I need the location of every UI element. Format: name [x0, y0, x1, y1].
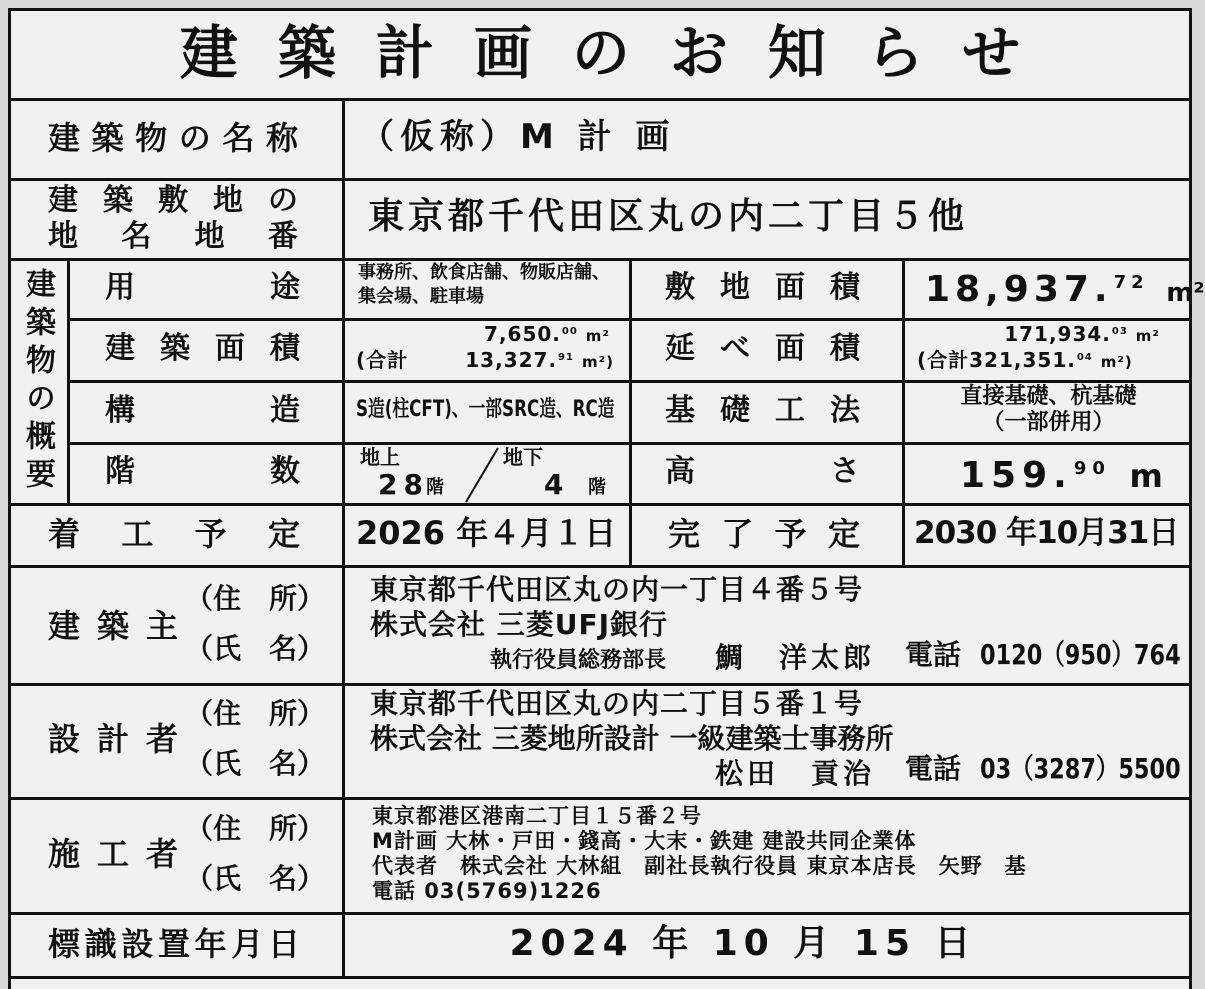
- floors-below-unit: 階: [588, 477, 606, 498]
- floor-area-decimals: 03: [1111, 325, 1128, 337]
- owner-title: 執行役員総務部長: [490, 648, 667, 673]
- site-area-number: 18,937.: [925, 269, 1113, 310]
- builder-line4: 電話 03(5769)1226: [372, 879, 602, 903]
- divider: [8, 178, 1192, 181]
- owner-label: 建築主: [48, 607, 178, 645]
- designer-company: 株式会社 三菱地所設計 一級建築士事務所: [370, 722, 894, 755]
- foundation-label: 基礎工法: [665, 393, 860, 428]
- building-area-total-number: 13,327.: [465, 348, 558, 372]
- floors-below-value: 4: [544, 468, 564, 501]
- divider: [629, 258, 632, 567]
- completion-label: 完了予定: [668, 515, 860, 553]
- builder-label: 施工者: [48, 835, 178, 873]
- designer-label: 設計者: [48, 720, 178, 758]
- floor-area-total-unit: m²): [1100, 353, 1133, 371]
- floor-area-unit: m²: [1135, 327, 1160, 345]
- use-value-line2: 集会場、駐車場: [358, 286, 484, 307]
- designer-address-label: （住 所）: [185, 697, 326, 730]
- floor-area-number: 171,934.: [1004, 322, 1111, 346]
- owner-address-label: （住 所）: [185, 582, 326, 615]
- owner-company: 株式会社 三菱UFJ銀行: [370, 608, 669, 641]
- site-area-decimals: 72: [1113, 271, 1149, 293]
- height-unit: m: [1129, 457, 1163, 495]
- builder-address-label: （住 所）: [185, 812, 326, 845]
- builder-line2: M計画 大林・戸田・錢高・大末・鉄建 建設共同企業体: [372, 829, 917, 853]
- site-area-label: 敷地面積: [665, 270, 860, 305]
- completion-value: 2030 年10月31日: [914, 515, 1179, 551]
- owner-phone-label: 電話: [905, 638, 962, 671]
- builder-line3: 代表者 株式会社 大林組 副社長執行役員 東京本店長 矢野 基: [372, 854, 1027, 878]
- owner-phone: 0120（950）764: [980, 638, 1181, 671]
- owner-name-label: （氏 名）: [185, 632, 326, 665]
- designer-phone-label: 電話: [905, 752, 962, 785]
- floors-below-label: 地下: [503, 445, 543, 469]
- site-address-value: 東京都千代田区丸の内二丁目５他: [368, 196, 969, 237]
- floor-area-label: 延べ面積: [665, 331, 860, 366]
- floors-above-value: 28: [378, 468, 429, 501]
- height-number: 159.: [960, 455, 1073, 496]
- height-decimals: 90: [1073, 457, 1111, 479]
- building-area-total: [356, 350, 614, 370]
- floor-area-total-prefix: (合計: [917, 348, 970, 372]
- building-name-label: 建築物の名称: [48, 119, 298, 157]
- owner-person: 鯛 洋太郎: [715, 641, 876, 674]
- floor-area-value: [915, 324, 1160, 344]
- floors-above-label: 地上: [360, 445, 400, 469]
- structure-value: S造(柱CFT)、一部SRC造、RC造: [356, 397, 615, 422]
- site-area-unit: m²: [1166, 278, 1205, 308]
- builder-line1: 東京都港区港南二丁目１５番２号: [372, 804, 702, 828]
- building-area-total-prefix: (合計: [356, 348, 409, 372]
- overview-label: 建築物の概要: [20, 268, 55, 496]
- designer-person: 松田 貢治: [715, 757, 876, 790]
- floor-area-total: [917, 350, 1133, 370]
- builder-name-label: （氏 名）: [185, 862, 326, 895]
- divider: [67, 258, 70, 505]
- building-area-total-decimals: 91: [558, 351, 574, 363]
- divider: [8, 912, 1192, 915]
- site-label-line1: 建築敷地の: [48, 183, 298, 218]
- divider: [8, 976, 1192, 979]
- floors-label: 階数: [105, 454, 300, 489]
- divider: [342, 98, 345, 978]
- building-area-number: 7,650.: [484, 322, 561, 346]
- building-name-value: （仮称）M 計 画: [360, 117, 676, 157]
- sign-date-value: 2024 年 10 月 15 日: [509, 923, 977, 964]
- divider: [8, 258, 1192, 261]
- building-area-total-unit: m²): [581, 353, 614, 371]
- building-area-label: 建築面積: [105, 331, 300, 366]
- use-label: 用途: [105, 270, 300, 305]
- sign-date-label: 標識設置年月日: [48, 925, 300, 963]
- designer-address: 東京都千代田区丸の内二丁目５番１号: [370, 687, 864, 720]
- designer-name-label: （氏 名）: [185, 747, 326, 780]
- building-area-value: [440, 324, 610, 344]
- start-value: 2026 年４月１日: [356, 514, 617, 552]
- floor-area-total-decimals: 04: [1076, 351, 1093, 363]
- floors-above-unit: 階: [426, 477, 444, 498]
- height-label: 高さ: [665, 454, 860, 489]
- foundation-value-line2: （一部併用）: [982, 410, 1115, 435]
- designer-phone: 03（3287）5500: [980, 752, 1181, 785]
- divider: [8, 683, 1192, 686]
- start-label: 着工予定: [48, 515, 300, 553]
- building-area-decimals: 00: [561, 325, 578, 337]
- structure-label: 構造: [105, 393, 300, 428]
- use-value-line1: 事務所、飲食店舗、物販店舗、: [358, 262, 610, 283]
- divider: [8, 503, 1192, 506]
- site-label-line2: 地名地番: [48, 219, 298, 254]
- owner-address: 東京都千代田区丸の内一丁目４番５号: [370, 573, 864, 606]
- site-area-value: [925, 269, 1205, 310]
- page-title: 建築計画のお知らせ: [179, 19, 1061, 87]
- foundation-value-line1: 直接基礎、杭基礎: [960, 384, 1137, 409]
- divider: [8, 565, 1192, 568]
- divider: [8, 98, 1192, 101]
- floor-area-total-number: 321,351.: [969, 348, 1076, 372]
- building-area-unit: m²: [585, 327, 610, 345]
- divider: [8, 797, 1192, 800]
- floors-divider: [462, 446, 502, 504]
- height-value: [960, 455, 1163, 496]
